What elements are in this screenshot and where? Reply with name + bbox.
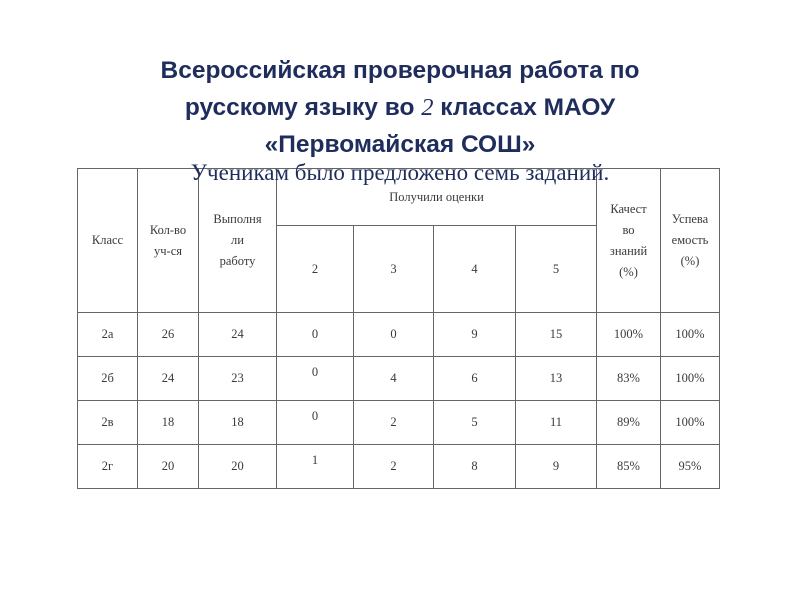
header-quality-line: (%) [619, 264, 638, 279]
title-line-2-end: классах МАОУ [433, 94, 616, 121]
cell-success: 95% [661, 445, 720, 489]
cell-grade-5: 11 [516, 401, 597, 445]
header-wrote-line: ли [231, 233, 244, 247]
cell-quality: 89% [597, 401, 661, 445]
table-row [78, 357, 720, 401]
cell-class: 2г [78, 445, 138, 489]
cell-grade-3: 4 [354, 357, 434, 401]
cell-grade-2 [277, 401, 354, 445]
header-class: Класс [78, 169, 138, 313]
cell-wrote: 20 [199, 445, 277, 489]
cell-count: 18 [138, 401, 199, 445]
header-wrote-line: работу [219, 254, 256, 268]
cell-quality: 100% [597, 313, 661, 357]
title-line-3: «Первомайская СОШ» [264, 131, 536, 158]
title-line-2 [60, 89, 740, 126]
cell-grade-4: 5 [434, 401, 516, 445]
cell-grade-2: 0 [277, 313, 354, 357]
grade-label: 2 [277, 226, 354, 313]
header-success-line: (%) [680, 254, 700, 268]
cell-grade-2-value: 1 [311, 453, 319, 467]
cell-quality: 83% [597, 357, 661, 401]
header-success-line: емость [671, 233, 709, 247]
header-quality-line: знаний [609, 243, 648, 258]
cell-success: 100% [661, 313, 720, 357]
table-row [78, 445, 720, 489]
header-count-line: Кол-во [149, 222, 187, 237]
cell-count: 24 [138, 357, 199, 401]
cell-count: 26 [138, 313, 199, 357]
cell-quality: 85% [597, 445, 661, 489]
cell-grade-5: 9 [516, 445, 597, 489]
grade-label: 3 [354, 226, 434, 313]
header-wrote-line: Выполня [213, 212, 262, 226]
cell-success: 100% [661, 401, 720, 445]
cell-class: 2а [78, 313, 138, 357]
header-quality-line: Качест [610, 201, 647, 216]
header-quality [597, 169, 661, 313]
cell-wrote: 23 [199, 357, 277, 401]
header-count-line: уч-ся [154, 243, 182, 258]
cell-grade-2 [277, 445, 354, 489]
header-success-line: Успева [671, 212, 709, 226]
header-count [138, 169, 199, 313]
cell-success: 100% [661, 357, 720, 401]
cell-grade-3: 2 [354, 401, 434, 445]
cell-grade-4: 6 [434, 357, 516, 401]
cell-grade-2-value: 0 [311, 365, 319, 379]
cell-grade-3: 2 [354, 445, 434, 489]
header-wrote [199, 169, 277, 313]
cell-grade-5: 13 [516, 357, 597, 401]
cell-class: 2б [78, 357, 138, 401]
header-grades: Получили оценки [277, 169, 597, 226]
header-success [661, 169, 720, 313]
cell-grade-2 [277, 357, 354, 401]
cell-grade-3: 0 [354, 313, 434, 357]
cell-wrote: 18 [199, 401, 277, 445]
grade-label: 4 [434, 226, 516, 313]
cell-grade-4: 8 [434, 445, 516, 489]
cell-grade-2-value: 0 [311, 409, 319, 423]
title-line-2-start: русскому языку во [184, 94, 422, 121]
title-grade-number: 2 [421, 94, 434, 121]
table-row [78, 401, 720, 445]
results-table [77, 168, 720, 489]
subtitle: Ученикам было предложено семь заданий. [190, 160, 610, 185]
cell-class: 2в [78, 401, 138, 445]
cell-grade-5: 15 [516, 313, 597, 357]
grade-label: 5 [516, 226, 597, 313]
header-quality-line: во [622, 222, 635, 237]
cell-count: 20 [138, 445, 199, 489]
page-title [60, 52, 740, 163]
title-line-1: Всероссийская проверочная работа по [160, 57, 640, 84]
cell-grade-4: 9 [434, 313, 516, 357]
table-row [78, 313, 720, 357]
cell-wrote: 24 [199, 313, 277, 357]
